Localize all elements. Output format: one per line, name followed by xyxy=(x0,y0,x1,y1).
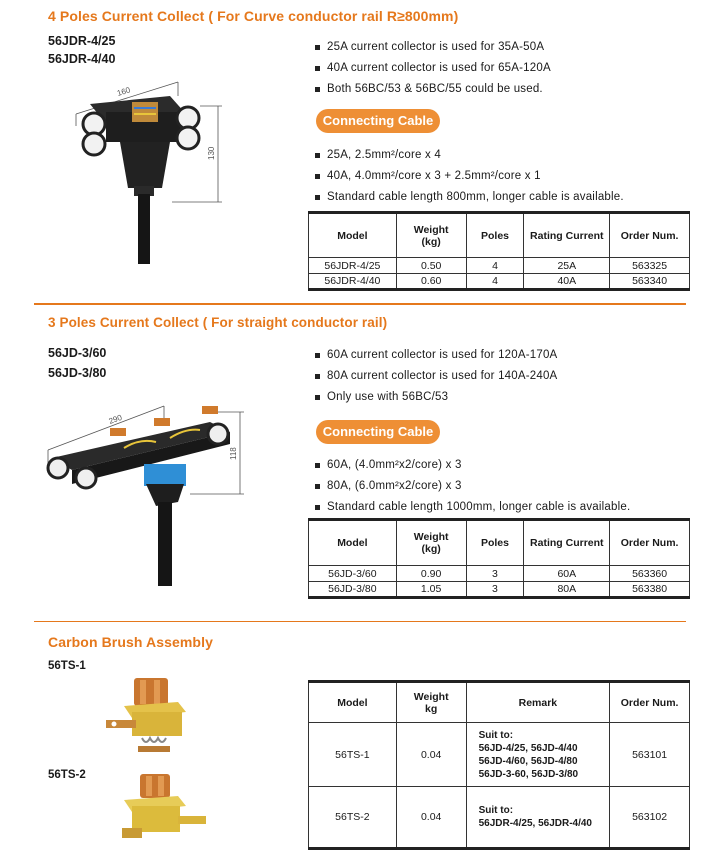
cell-weight: 0.50 xyxy=(396,258,466,274)
cell-poles: 4 xyxy=(466,258,524,274)
bullet: Standard cable length 1000mm, longer cable is available. xyxy=(314,497,630,518)
cell-rating: 40A xyxy=(524,274,610,290)
table-row xyxy=(309,566,690,582)
table-row xyxy=(309,723,690,787)
col-poles: Poles xyxy=(466,520,524,566)
col-order: Order Num. xyxy=(610,213,690,258)
section3-model-1: 56TS-1 xyxy=(48,660,86,672)
section1-model-1: 56JDR-4/25 xyxy=(48,34,116,48)
remark-title: Suit to: xyxy=(478,805,514,816)
section1-cable-bullets xyxy=(314,145,624,208)
dim-height-130: 130 xyxy=(207,146,216,160)
cell-weight: 0.04 xyxy=(396,787,466,849)
remark-line: 56JDR-4/25, 56JDR-4/40 xyxy=(478,818,592,829)
cell-order: 563102 xyxy=(610,787,690,849)
col-model: Model xyxy=(309,682,397,723)
table-row xyxy=(309,258,690,274)
section-divider xyxy=(34,621,686,622)
dim-height-118: 118 xyxy=(229,447,238,460)
cell-order: 563380 xyxy=(610,582,690,598)
cell-rating: 80A xyxy=(524,582,610,598)
section2-model-2: 56JD-3/80 xyxy=(48,366,107,380)
section1-title: 4 Poles Current Collect ( For Curve conductor rail R≥800mm) xyxy=(48,8,459,24)
cell-order: 563360 xyxy=(610,566,690,582)
bullet: 80A, (6.0mm²x2/core) x 3 xyxy=(314,476,630,497)
col-order: Order Num. xyxy=(610,682,690,723)
cell-weight: 0.90 xyxy=(396,566,466,582)
section3-title: Carbon Brush Assembly xyxy=(48,634,213,650)
section3-model-2: 56TS-2 xyxy=(48,769,86,781)
cell-poles: 4 xyxy=(466,274,524,290)
section2-connecting-cable-badge: Connecting Cable xyxy=(316,420,440,444)
section2-bullets xyxy=(314,345,557,408)
section1-connecting-cable-badge: Connecting Cable xyxy=(316,109,440,133)
col-weight: Weight (kg) xyxy=(396,213,466,258)
cell-remark xyxy=(466,723,610,787)
section3-spec-table xyxy=(308,680,690,850)
bullet: Both 56BC/53 & 56BC/55 could be used. xyxy=(314,79,551,100)
bullet: 25A current collector is used for 35A-50A xyxy=(314,37,551,58)
bullet: Standard cable length 800mm, longer cable is available. xyxy=(314,187,624,208)
cell-order: 563340 xyxy=(610,274,690,290)
three-pole-collector-image xyxy=(40,398,265,588)
col-rating: Rating Current xyxy=(524,520,610,566)
col-weight: Weight kg xyxy=(396,682,466,723)
section2-title: 3 Poles Current Collect ( For straight conductor rail) xyxy=(48,315,388,330)
remark-title: Suit to: xyxy=(478,729,514,741)
four-pole-collector-image xyxy=(60,78,240,268)
cell-model: 56TS-2 xyxy=(309,787,397,849)
cell-model: 56JD-3/80 xyxy=(309,582,397,598)
col-model: Model xyxy=(309,213,397,258)
cell-model: 56JDR-4/25 xyxy=(309,258,397,274)
bullet: 60A, (4.0mm²x2/core) x 3 xyxy=(314,455,630,476)
table-row xyxy=(309,274,690,290)
cell-rating: 60A xyxy=(524,566,610,582)
bullet: 25A, 2.5mm²/core x 4 xyxy=(314,145,624,166)
remark-line: 56JD-4/60, 56JD-4/80 xyxy=(478,755,578,767)
section1-spec-table xyxy=(308,211,690,291)
cell-weight: 1.05 xyxy=(396,582,466,598)
dim-width-290: 290 xyxy=(107,412,124,426)
col-model: Model xyxy=(309,520,397,566)
table-row xyxy=(309,582,690,598)
section-divider xyxy=(34,303,686,305)
table-row xyxy=(309,787,690,849)
section2-cable-bullets xyxy=(314,455,630,518)
col-poles: Poles xyxy=(466,213,524,258)
cell-weight: 0.04 xyxy=(396,723,466,787)
cell-model: 56JD-3/60 xyxy=(309,566,397,582)
bullet: Only use with 56BC/53 xyxy=(314,387,557,408)
carbon-brush-56ts-2-image xyxy=(112,770,208,842)
cell-model: 56TS-1 xyxy=(309,723,397,787)
col-order: Order Num. xyxy=(610,520,690,566)
bullet: 40A current collector is used for 65A-120A xyxy=(314,58,551,79)
cell-rating: 25A xyxy=(524,258,610,274)
bullet: 40A, 4.0mm²/core x 3 + 2.5mm²/core x 1 xyxy=(314,166,624,187)
section1-bullets xyxy=(314,37,551,100)
section2-spec-table xyxy=(308,518,690,599)
cell-remark xyxy=(466,787,610,849)
cell-model: 56JDR-4/40 xyxy=(309,274,397,290)
section2-model-1: 56JD-3/60 xyxy=(48,346,107,360)
cell-order: 563101 xyxy=(610,723,690,787)
col-weight: Weight (kg) xyxy=(396,520,466,566)
remark-line: 56JD-3-60, 56JD-3/80 xyxy=(478,768,579,780)
section1-model-2: 56JDR-4/40 xyxy=(48,52,116,66)
bullet: 80A current collector is used for 140A-240A xyxy=(314,366,557,387)
cell-order: 563325 xyxy=(610,258,690,274)
cell-poles: 3 xyxy=(466,582,524,598)
col-rating: Rating Current xyxy=(524,213,610,258)
cell-weight: 0.60 xyxy=(396,274,466,290)
bullet: 60A current collector is used for 120A-170A xyxy=(314,345,557,366)
remark-line: 56JD-4/25, 56JD-4/40 xyxy=(478,742,578,754)
col-remark: Remark xyxy=(466,682,610,723)
dim-width-160: 160 xyxy=(115,85,132,98)
carbon-brush-56ts-1-image xyxy=(104,672,204,764)
cell-poles: 3 xyxy=(466,566,524,582)
